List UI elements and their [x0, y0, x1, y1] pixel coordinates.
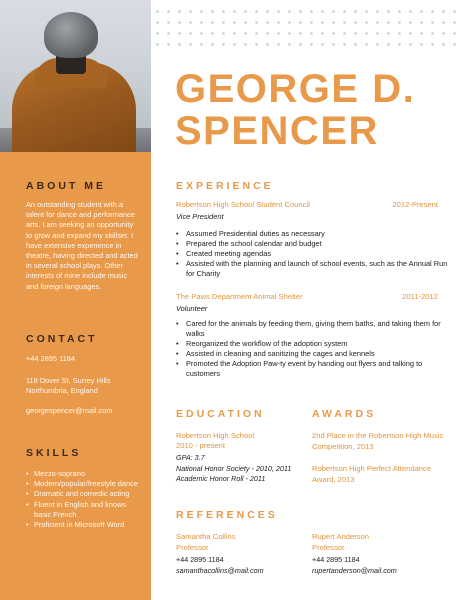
job-role: Vice President	[176, 212, 224, 221]
awards-heading: AWARDS	[312, 408, 377, 420]
skill-item: • Mezzo-soprano	[26, 469, 138, 479]
contact-address-line1: 118 Dover St, Surrey Hills	[26, 376, 111, 385]
about-heading: ABOUT ME	[26, 180, 106, 192]
reference-name: Samantha Collins	[176, 532, 236, 541]
education-heading: EDUCATION	[176, 408, 265, 420]
job-bullet: • Promoted the Adoption Paw-ty event by handing out flyers and talking to customers	[176, 359, 448, 379]
reference-title: Professor	[176, 543, 209, 552]
skill-item: • Dramatic and comedic acting	[26, 489, 138, 499]
education-dates: 2010 - present	[176, 441, 225, 450]
reference-email: rupertanderson@mail.com	[312, 566, 397, 575]
dot-pattern	[152, 6, 458, 50]
education-honor: National Honor Society - 2010, 2011	[176, 464, 292, 473]
name-line-2: SPENCER	[175, 109, 379, 153]
reference-title: Professor	[312, 543, 345, 552]
job-bullet: • Created meeting agendas	[176, 249, 448, 259]
job-org: The Paws Department Animal Shelter	[176, 292, 303, 301]
award-item: 2nd Place in the Robertson High Music Competition, 2013	[312, 431, 444, 451]
reference-phone: +44 2895 1184	[176, 555, 224, 564]
job-bullets	[176, 229, 448, 279]
contact-heading: CONTACT	[26, 333, 98, 345]
skill-item: • Modern/popular/freestyle dance	[26, 479, 138, 489]
job-dates: 2011-2012	[402, 292, 438, 301]
job-bullet: • Assisted in cleaning and sanitizing the cages and kennels	[176, 349, 448, 359]
references-heading: REFERENCES	[176, 509, 278, 521]
job-bullet: • Reorganized the workflow of the adoption system	[176, 339, 448, 349]
job-org: Robertson High School Student Council	[176, 200, 310, 209]
job-bullet: • Cared for the animals by feeding them, giving them baths, and taking them for walks	[176, 319, 448, 339]
education-school: Robertson High School	[176, 431, 255, 440]
contact-email: georgespencer@mail.com	[26, 406, 113, 415]
reference-phone: +44 2895 1184	[312, 555, 360, 564]
education-gpa: GPA: 3.7	[176, 453, 205, 462]
reference-email: samanthacollins@mail.com	[176, 566, 264, 575]
name-title	[175, 68, 415, 152]
profile-photo	[0, 0, 151, 152]
reference-name: Rupert Anderson	[312, 532, 369, 541]
job-bullet: • Assisted with the planning and launch of school events, such as the Annual Run for Charity	[176, 259, 448, 279]
award-item: Robertson High Perfect Attendance Award, 2013	[312, 464, 432, 484]
skills-list	[26, 469, 138, 530]
job-dates: 2012-Present	[392, 200, 438, 209]
job-bullet: • Assumed Presidential duties as necessary	[176, 229, 448, 239]
photo-beanie	[44, 12, 98, 58]
experience-heading: EXPERIENCE	[176, 180, 274, 192]
job-bullets	[176, 319, 448, 379]
skill-item: • Proficient in Microsoft Word	[26, 520, 138, 530]
job-bullet: • Prepared the school calendar and budget	[176, 239, 448, 249]
name-line-1: GEORGE D.	[175, 67, 416, 111]
skill-item: • Fluent in English and knows basic French	[26, 500, 138, 520]
job-role: Volunteer	[176, 304, 208, 313]
skills-heading: SKILLS	[26, 447, 82, 459]
education-honor: Academic Honor Roll - 2011	[176, 474, 266, 483]
about-text: An outstanding student with a talent for dance and performance arts. I am seeking an opportunity to grow and expand my skillset. I have extensive experience in theatre, having directed and acted in several school plays. Other interests of mine include music and foreign languages.	[26, 200, 138, 291]
contact-address-line2: Northumbria, England	[26, 386, 98, 395]
contact-phone: +44 2895 1184	[26, 354, 75, 363]
